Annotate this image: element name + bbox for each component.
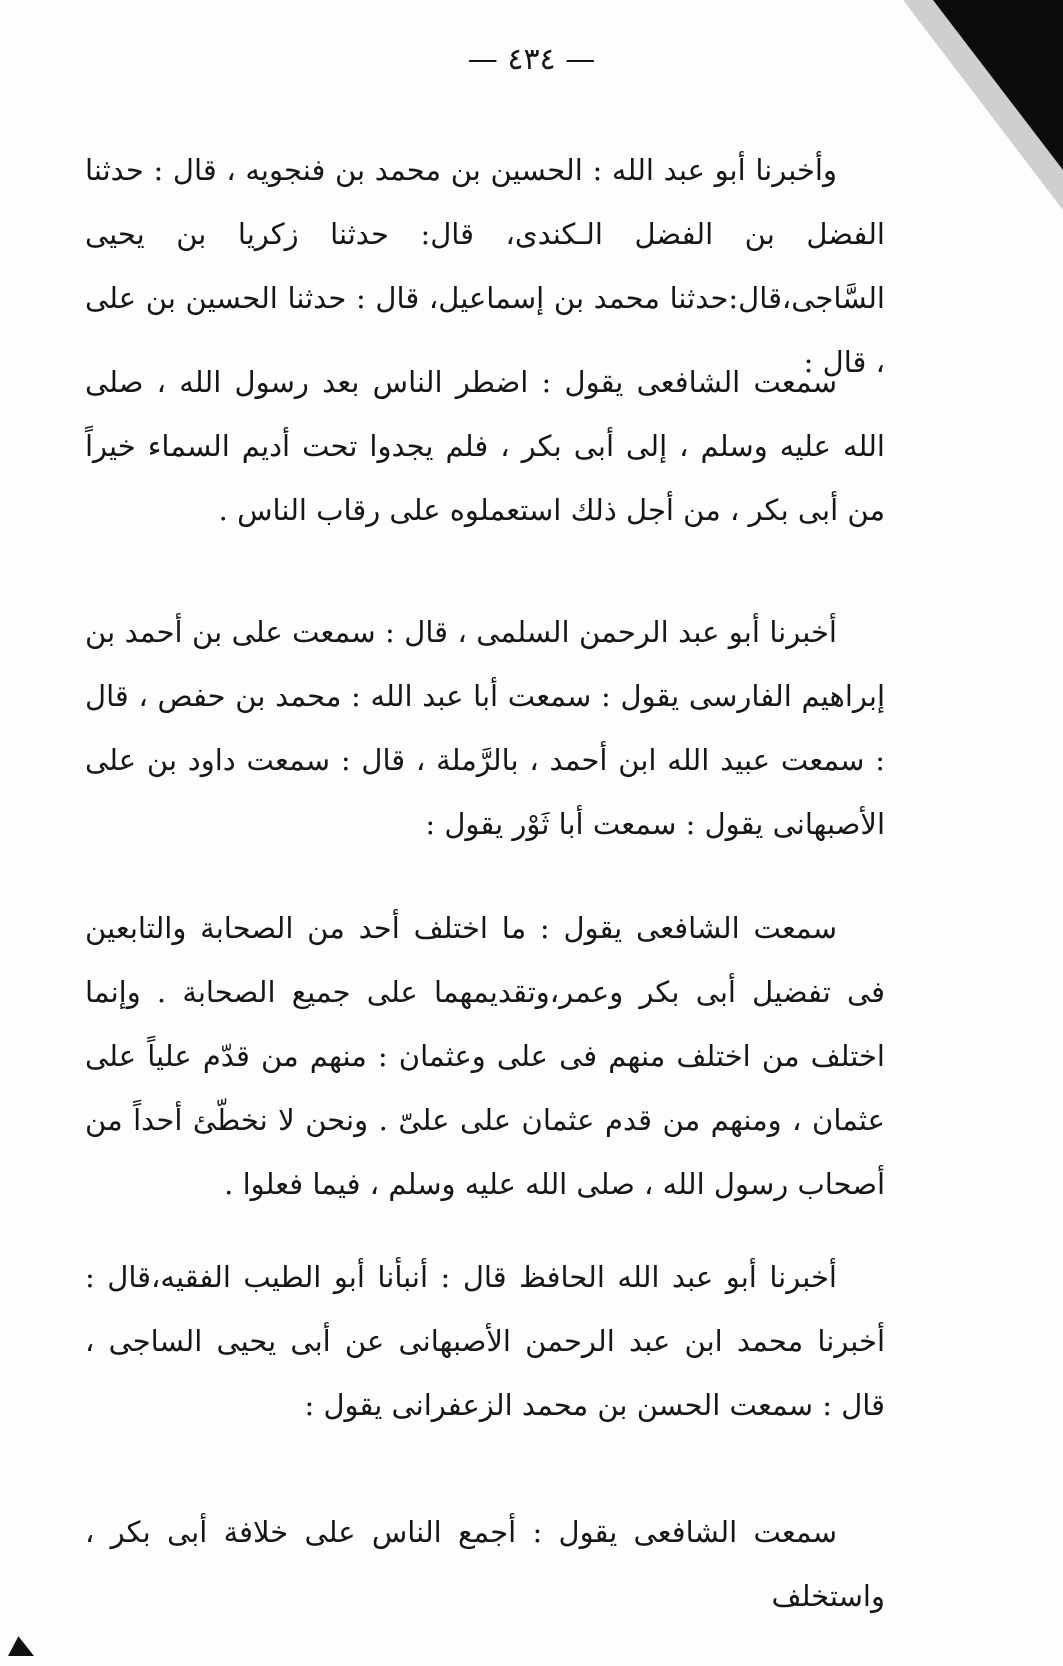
paragraph-isnad-2	[85, 600, 885, 856]
paragraph-text: أخبرنا أبو عبد الله الحافظ قال : أنبأنا أبو الطيب الفقيه،قال : أخبرنا محمد ابن عبد الرحمن الأصبهانى عن أبى يحيى الساجى ، قال : سمعت الحسن بن محمد الزعفرانى يقول :	[85, 1260, 885, 1422]
paragraph-text: سمعت الشافعى يقول : أجمع الناس على خلافة أبى بكر ، واستخلف	[85, 1515, 885, 1613]
paragraph-quote-3	[85, 1500, 885, 1628]
scan-speck	[8, 1634, 34, 1656]
paragraph-text: سمعت الشافعى يقول : اضطر الناس بعد رسول الله ، صلى الله عليه وسلم ، إلى أبى بكر ، فلم يجدوا تحت أديم السماء خيراً من أبى بكر ، من أجل ذلك استعملوه على رقاب الناس .	[85, 365, 885, 527]
paragraph-quote-2	[85, 896, 885, 1216]
paragraph-quote-1	[85, 350, 885, 542]
page-number: — ٤٣٤ —	[467, 42, 596, 77]
paragraph-text: سمعت الشافعى يقول : ما اختلف أحد من الصحابة والتابعين فى تفضيل أبى بكر وعمر،وتقديمهما على جميع الصحابة . وإنما اختلف من اختلف منهم فى على وعثمان : منهم من قدّم علياً على عثمان ، ومنهم من قدم عثمان على علىّ . ونحن لا نخطّئ أحداً من أصحاب رسول الله ، صلى الله عليه وسلم ، فيما فعلوا .	[85, 911, 885, 1201]
paragraph-text: أخبرنا أبو عبد الرحمن السلمى ، قال : سمعت على بن أحمد بن إبراهيم الفارسى يقول : سمعت أبا عبد الله : محمد بن حفص ، قال : سمعت عبيد الله ابن أحمد ، بالرَّملة ، قال : سمعت داود بن على الأصبهانى يقول : سمعت أبا ثَوْر يقول :	[85, 615, 885, 841]
scan-corner-dark	[933, 0, 1063, 170]
paragraph-text: وأخبرنا أبو عبد الله : الحسين بن محمد بن فنجويه ، قال : حدثنا الفضل بن الفضل الـكندى، قال: حدثنا زكريا بن يحيى السَّاجى،قال:حدثنا محمد بن إسماعيل، قال : حدثنا الحسين بن على ، قال :	[85, 153, 885, 379]
paragraph-isnad-3	[85, 1245, 885, 1437]
